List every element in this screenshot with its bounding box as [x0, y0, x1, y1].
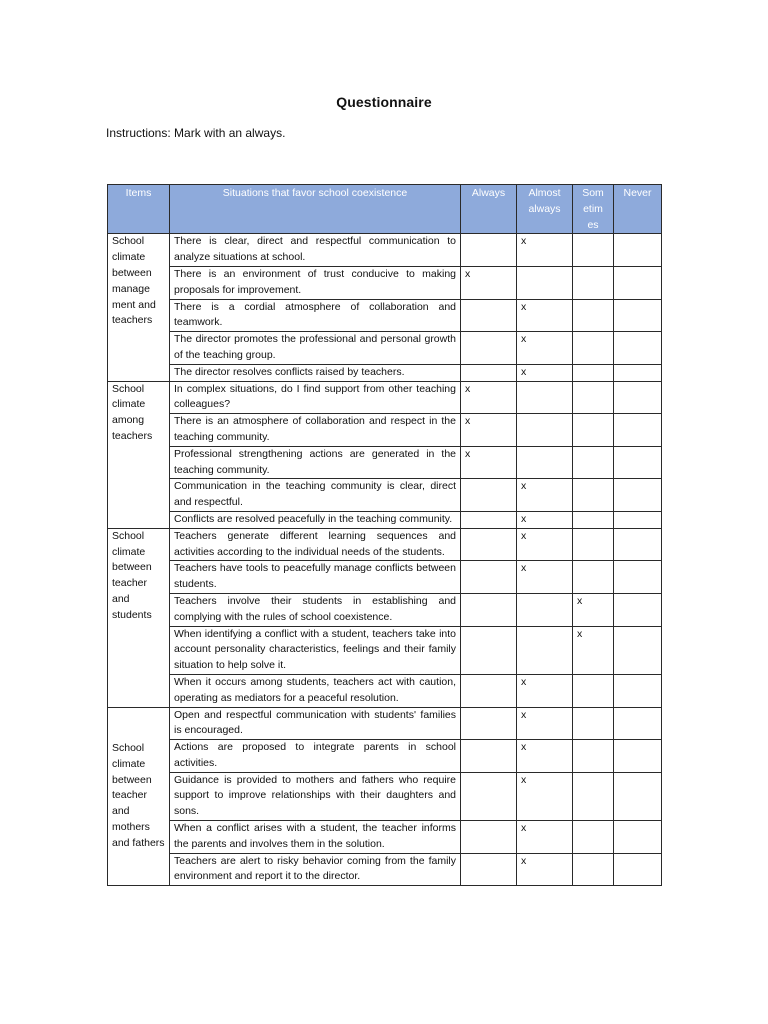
mark-sometimes	[573, 853, 614, 886]
mark-always	[461, 853, 517, 886]
mark-sometimes	[573, 414, 614, 447]
situation-text: When identifying a conflict with a student, teachers take into account personality characteristics, feelings and their family situation to help solve it.	[170, 626, 461, 674]
mark-never	[614, 332, 662, 365]
mark-almost-always: x	[517, 299, 573, 332]
mark-almost-always	[517, 626, 573, 674]
table-row	[108, 479, 662, 512]
table-row	[108, 446, 662, 479]
mark-never	[614, 707, 662, 740]
table-row	[108, 234, 662, 267]
mark-almost-always: x	[517, 821, 573, 854]
mark-sometimes	[573, 772, 614, 820]
table-row	[108, 853, 662, 886]
mark-always	[461, 332, 517, 365]
mark-always	[461, 707, 517, 740]
mark-almost-always: x	[517, 528, 573, 561]
mark-sometimes	[573, 332, 614, 365]
mark-never	[614, 511, 662, 528]
table-row	[108, 707, 662, 740]
mark-almost-always	[517, 593, 573, 626]
mark-almost-always: x	[517, 234, 573, 267]
situation-text: Teachers generate different learning sequences and activities according to the individual needs of the students.	[170, 528, 461, 561]
header-situations: Situations that favor school coexistence	[170, 185, 461, 234]
mark-never	[614, 234, 662, 267]
header-sometimes: Som etim es	[573, 185, 614, 234]
situation-text: Actions are proposed to integrate parents in school activities.	[170, 740, 461, 773]
situation-text: When a conflict arises with a student, the teacher informs the parents and involves them in the solution.	[170, 821, 461, 854]
item-group-label: School climate between manage ment and teachers	[108, 234, 170, 381]
mark-always	[461, 740, 517, 773]
mark-always	[461, 561, 517, 594]
questionnaire-table	[107, 184, 662, 886]
mark-almost-always: x	[517, 561, 573, 594]
mark-sometimes	[573, 561, 614, 594]
mark-always	[461, 364, 517, 381]
situation-text: The director resolves conflicts raised by teachers.	[170, 364, 461, 381]
mark-always: x	[461, 381, 517, 414]
mark-never	[614, 593, 662, 626]
table-body	[108, 234, 662, 886]
situation-text: There is an environment of trust conducive to making proposals for improvement.	[170, 266, 461, 299]
situation-text: In complex situations, do I find support from other teaching colleagues?	[170, 381, 461, 414]
table-row	[108, 364, 662, 381]
situation-text: Guidance is provided to mothers and fathers who require support to improve relationships with their daughters and sons.	[170, 772, 461, 820]
header-items: Items	[108, 185, 170, 234]
mark-never	[614, 626, 662, 674]
mark-always	[461, 626, 517, 674]
mark-never	[614, 674, 662, 707]
mark-never	[614, 772, 662, 820]
mark-almost-always: x	[517, 853, 573, 886]
mark-almost-always: x	[517, 740, 573, 773]
mark-sometimes	[573, 674, 614, 707]
mark-almost-always: x	[517, 707, 573, 740]
mark-always	[461, 593, 517, 626]
mark-always	[461, 772, 517, 820]
mark-always	[461, 511, 517, 528]
table-row	[108, 821, 662, 854]
table-row	[108, 266, 662, 299]
table-row	[108, 381, 662, 414]
mark-almost-always	[517, 266, 573, 299]
instructions-text: Instructions: Mark with an always.	[106, 126, 286, 140]
table-row	[108, 561, 662, 594]
mark-sometimes	[573, 821, 614, 854]
mark-sometimes	[573, 511, 614, 528]
mark-sometimes	[573, 381, 614, 414]
mark-always	[461, 299, 517, 332]
table-row	[108, 674, 662, 707]
situation-text: Teachers involve their students in establishing and complying with the rules of school coexistence.	[170, 593, 461, 626]
table-row	[108, 772, 662, 820]
mark-sometimes	[573, 528, 614, 561]
mark-never	[614, 446, 662, 479]
table-row	[108, 414, 662, 447]
situation-text: Professional strengthening actions are generated in the teaching community.	[170, 446, 461, 479]
mark-almost-always: x	[517, 772, 573, 820]
mark-sometimes	[573, 740, 614, 773]
mark-sometimes	[573, 479, 614, 512]
situation-text: When it occurs among students, teachers act with caution, operating as mediators for a peaceful resolution.	[170, 674, 461, 707]
mark-sometimes: x	[573, 593, 614, 626]
mark-sometimes	[573, 299, 614, 332]
situation-text: There is an atmosphere of collaboration and respect in the teaching community.	[170, 414, 461, 447]
table-row	[108, 593, 662, 626]
mark-almost-always: x	[517, 332, 573, 365]
mark-sometimes	[573, 234, 614, 267]
table-row	[108, 332, 662, 365]
table-row	[108, 299, 662, 332]
mark-almost-always	[517, 381, 573, 414]
mark-sometimes	[573, 707, 614, 740]
mark-never	[614, 364, 662, 381]
mark-never	[614, 528, 662, 561]
mark-almost-always: x	[517, 364, 573, 381]
situation-text: Teachers are alert to risky behavior coming from the family environment and report it to the director.	[170, 853, 461, 886]
mark-never	[614, 381, 662, 414]
mark-almost-always: x	[517, 479, 573, 512]
mark-always	[461, 674, 517, 707]
mark-never	[614, 853, 662, 886]
page-title: Questionnaire	[336, 94, 432, 110]
mark-always	[461, 528, 517, 561]
mark-sometimes	[573, 446, 614, 479]
mark-never	[614, 561, 662, 594]
table-row	[108, 740, 662, 773]
mark-almost-always: x	[517, 674, 573, 707]
situation-text: Open and respectful communication with students' families is encouraged.	[170, 707, 461, 740]
situation-text: The director promotes the professional and personal growth of the teaching group.	[170, 332, 461, 365]
mark-always: x	[461, 446, 517, 479]
item-group-label: School climate between teacher and students	[108, 528, 170, 707]
header-almost-always: Almost always	[517, 185, 573, 234]
mark-always: x	[461, 414, 517, 447]
situation-text: There is a cordial atmosphere of collaboration and teamwork.	[170, 299, 461, 332]
mark-never	[614, 299, 662, 332]
table-row	[108, 626, 662, 674]
header-always: Always	[461, 185, 517, 234]
situation-text: Communication in the teaching community is clear, direct and respectful.	[170, 479, 461, 512]
mark-almost-always	[517, 414, 573, 447]
mark-always	[461, 821, 517, 854]
mark-never	[614, 821, 662, 854]
table-header-row	[108, 185, 662, 234]
mark-never	[614, 266, 662, 299]
mark-never	[614, 414, 662, 447]
situation-text: Teachers have tools to peacefully manage conflicts between students.	[170, 561, 461, 594]
table-row	[108, 528, 662, 561]
item-group-label: School climate between teacher and mothers and fathers	[108, 707, 170, 886]
mark-always	[461, 479, 517, 512]
mark-almost-always: x	[517, 511, 573, 528]
mark-always: x	[461, 266, 517, 299]
mark-sometimes	[573, 364, 614, 381]
header-never: Never	[614, 185, 662, 234]
mark-never	[614, 479, 662, 512]
mark-sometimes: x	[573, 626, 614, 674]
situation-text: Conflicts are resolved peacefully in the teaching community.	[170, 511, 461, 528]
mark-never	[614, 740, 662, 773]
mark-sometimes	[573, 266, 614, 299]
mark-always	[461, 234, 517, 267]
situation-text: There is clear, direct and respectful communication to analyze situations at school.	[170, 234, 461, 267]
item-group-label: School climate among teachers	[108, 381, 170, 528]
table-row	[108, 511, 662, 528]
mark-almost-always	[517, 446, 573, 479]
